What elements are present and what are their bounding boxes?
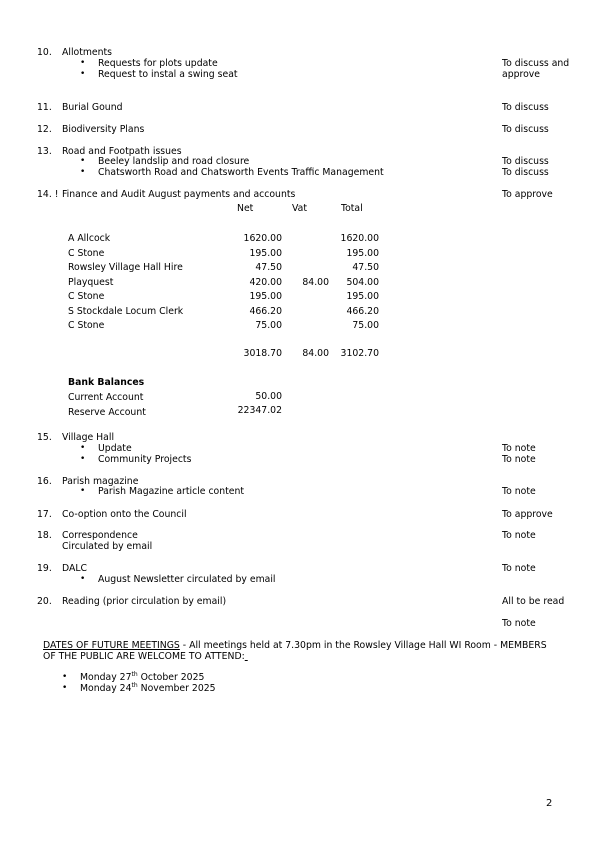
total-total: 3102.70 [340,348,379,359]
action-text: To discuss [502,124,549,135]
payee-cell: C Stone [68,247,105,259]
action-text: To discuss [502,102,549,113]
net-cell: 75.00 [255,320,282,331]
action-text: To note [502,443,536,454]
action-text: approve [502,69,541,80]
total-net: 3018.70 [243,348,282,359]
sub-item: August Newsletter circulated by email [98,574,276,585]
action-text: All to be read [502,596,565,607]
net-cell: 195.00 [249,291,282,302]
sub-item: Requests for plots update [98,58,218,69]
action-text: To note [502,530,536,541]
future-meetings-text: OF THE PUBLIC ARE WELCOME TO ATTEND: [43,651,245,662]
future-meetings-notice [43,640,547,651]
sub-item: Beeley landslip and road closure [98,156,250,167]
item-number: 16. [37,476,52,487]
item-title: Co-option onto the Council [62,509,187,520]
action-text: To discuss [502,156,549,167]
net-cell: 1620.00 [243,233,282,244]
total-cell: 75.00 [352,320,379,331]
item-number: 14. ! [37,189,59,200]
future-meetings-heading: DATES OF FUTURE MEETINGS [43,640,180,651]
item-title: DALC [62,563,88,574]
item-number: 11. [37,102,52,113]
reserve-account-label: Reserve Account [68,407,146,418]
column-header-net: Net [237,203,254,214]
item-title: Village Hall [62,432,115,443]
item-number: 10. [37,47,52,58]
payee-cell: A Allcock [68,233,111,244]
item-title: Burial Gound [62,102,123,113]
bullet-icon: • [62,683,68,693]
sub-item: Request to instal a swing seat [98,69,238,80]
item-title: Biodiversity Plans [62,124,145,135]
item-title: Finance and Audit August payments and accounts [62,189,296,200]
item-number: 15. [37,432,52,443]
total-cell: 47.50 [352,262,379,273]
action-text: To discuss [502,167,549,178]
net-cell: 47.50 [255,262,282,273]
total-vat: 84.00 [302,348,329,359]
column-header-total: Total [341,203,363,214]
item-title: Allotments [62,47,113,58]
page-number: 2 [546,798,553,809]
net-cell: 420.00 [249,276,282,288]
bullet-icon: • [80,58,86,68]
bullet-icon: • [62,672,68,682]
net-cell: 466.20 [249,305,282,317]
future-meetings-text: - All meetings held at 7.30pm in the Rowsley Village Hall WI Room - MEMBERS [179,640,547,651]
reserve-account-value: 22347.02 [237,405,282,416]
column-header-vat: Vat [292,203,307,214]
item-number: 20. [37,596,52,607]
bank-balances-heading: Bank Balances [68,377,145,388]
payee-cell: C Stone [68,291,105,302]
bullet-icon: • [80,443,86,453]
item-detail: Circulated by email [62,541,153,552]
bullet-icon: • [80,454,86,464]
sub-item: Parish Magazine article content [98,486,245,497]
action-text: To note [502,454,536,465]
action-text: To approve [502,189,553,200]
item-number: 12. [37,124,52,135]
total-cell: 1620.00 [340,233,379,244]
action-text: To note [502,563,536,574]
action-text: To note [502,486,536,497]
sub-item: Community Projects [98,454,192,465]
payee-cell: Playquest [68,276,114,288]
item-title: Correspondence [62,530,138,541]
payee-cell: Rowsley Village Hall Hire [68,262,183,273]
item-title: Road and Footpath issues [62,146,182,157]
bullet-icon: • [80,167,86,177]
item-number: 19. [37,563,52,574]
meeting-date: Monday 24th November 2025 [80,681,216,694]
vat-cell: 84.00 [302,276,329,288]
total-cell: 195.00 [346,291,379,302]
current-account-value: 50.00 [255,391,282,402]
item-number: 13. [37,146,52,157]
future-meetings-notice-line2 [43,651,248,662]
bullet-icon: • [80,156,86,166]
sub-item: Chatsworth Road and Chatsworth Events Traffic Management [98,167,384,178]
payee-cell: C Stone [68,320,105,331]
net-cell: 195.00 [249,247,282,259]
action-text: To note [502,618,536,629]
action-text: To discuss and [502,58,570,69]
payee-cell: S Stockdale Locum Clerk [68,305,184,317]
item-title: Parish magazine [62,476,139,487]
item-title: Reading (prior circulation by email) [62,596,227,607]
total-cell: 195.00 [346,247,379,259]
total-cell: 466.20 [346,305,379,317]
action-text: To approve [502,509,553,520]
bullet-icon: • [80,486,86,496]
meeting-date: Monday 27th October 2025 [80,670,205,683]
total-cell: 504.00 [346,276,379,288]
item-number: 17. [37,509,52,520]
current-account-label: Current Account [68,392,144,403]
sub-item: Update [98,443,132,454]
bullet-icon: • [80,574,86,584]
bullet-icon: • [80,69,86,79]
item-number: 18. [37,530,52,541]
